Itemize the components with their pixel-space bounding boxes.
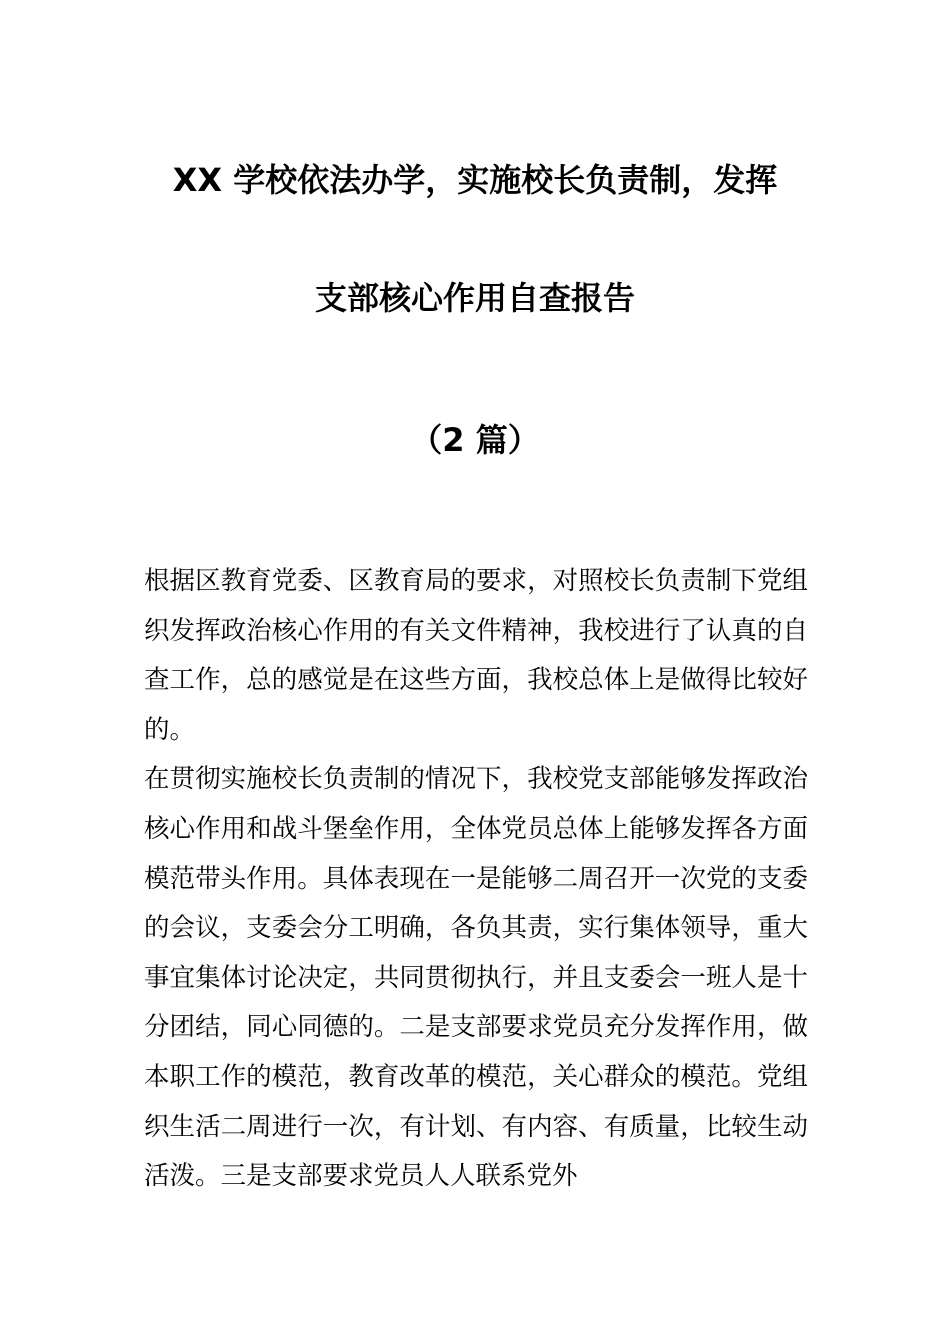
document-body (144, 557, 808, 1202)
document-subtitle-count: （2 篇） (410, 421, 540, 459)
body-paragraph-1: 根据区教育党委、区教育局的要求，对照校长负责制下党组织发挥政治核心作用的有关文件精神，我校进行了认真的自查工作，总的感觉是在这些方面，我校总体上是做得比较好的。 (144, 566, 808, 745)
document-title-line-1: XX 学校依法办学，实施校长负责制，发挥 (172, 161, 778, 199)
document-title-line-2: 支部核心作用自查报告 (314, 279, 635, 317)
body-paragraph-2: 在贯彻实施校长负责制的情况下，我校党支部能够发挥政治核心作用和战斗堡垒作用，全体党员总体上能够发挥各方面模范带头作用。具体表现在一是能够二周召开一次党的支委的会议，支委会分工明确，各负其责，实行集体领导，重大事宜集体讨论决定，共同贯彻执行，并且支委会一班人是十分团结，同心同德的。二是支部要求党员充分发挥作用，做本职工作的模范，教育改革的模范，关心群众的模范。党组织生活二周进行一次，有计划、有内容、有质量，比较生动活泼。三是支部要求党员人人联系党外 (144, 764, 808, 1192)
